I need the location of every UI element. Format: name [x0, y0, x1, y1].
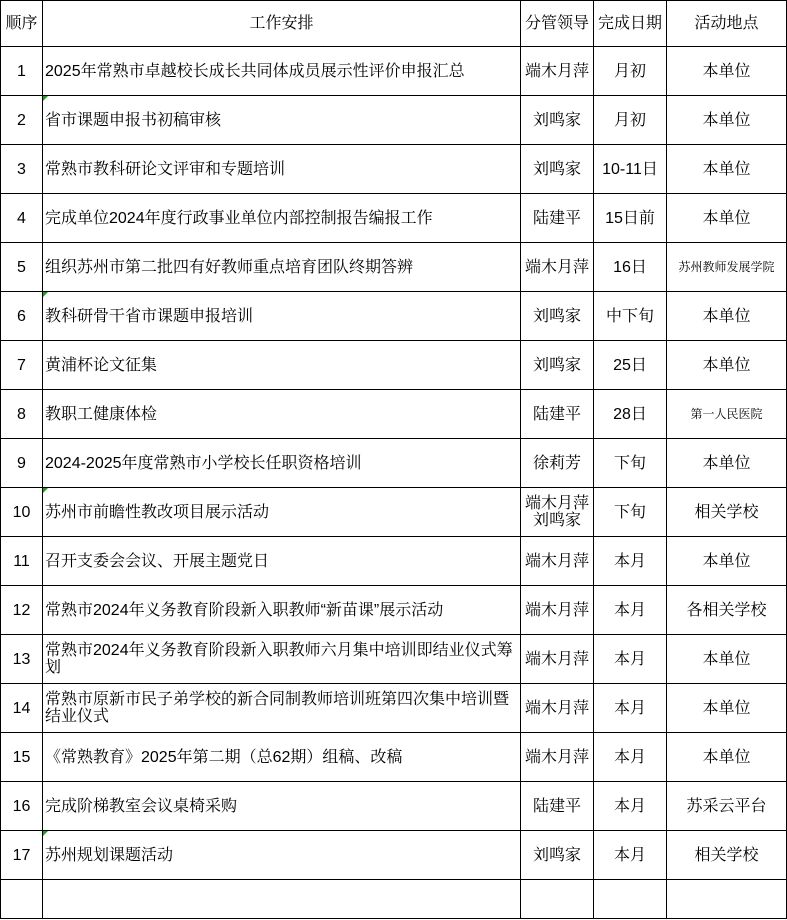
date-cell	[594, 439, 667, 488]
date-text: 25日	[613, 356, 647, 374]
task-cell	[43, 586, 521, 635]
place-text: 第一人民医院	[690, 406, 763, 421]
seq-number: 5	[17, 258, 26, 276]
header-leader	[521, 1, 594, 47]
date-text: 本月	[613, 797, 646, 815]
leader-cell	[521, 390, 594, 439]
seq-cell	[1, 782, 43, 831]
leader-cell	[521, 292, 594, 341]
empty-cell	[43, 880, 521, 919]
leader-cell	[521, 194, 594, 243]
date-cell	[594, 537, 667, 586]
date-cell	[594, 145, 667, 194]
leader-name: 刘鸣家	[532, 160, 581, 178]
place-cell	[667, 635, 787, 684]
task-text: 完成单位2024年度行政事业单位内部控制报告编报工作	[45, 209, 433, 227]
leader-cell	[521, 145, 594, 194]
header-leader-label: 分管领导	[524, 15, 589, 32]
date-cell	[594, 194, 667, 243]
place-text: 本单位	[702, 111, 751, 129]
task-cell	[43, 439, 521, 488]
date-text: 下旬	[613, 454, 646, 472]
seq-number: 13	[12, 650, 31, 668]
date-text: 本月	[613, 601, 646, 619]
place-text: 本单位	[702, 62, 751, 80]
seq-cell	[1, 831, 43, 880]
task-text: 苏州规划课题活动	[45, 846, 174, 864]
leader-cell	[521, 586, 594, 635]
leader-cell	[521, 243, 594, 292]
task-text: 召开支委会会议、开展主题党日	[45, 552, 270, 570]
task-text: 常熟市2024年义务教育阶段新入职教师“新苗课”展示活动	[45, 601, 444, 619]
cell-marker-icon	[43, 488, 48, 493]
place-text: 苏采云平台	[686, 797, 767, 815]
task-cell	[43, 292, 521, 341]
place-text: 本单位	[702, 160, 751, 178]
header-date	[594, 1, 667, 47]
task-text: 黄浦杯论文征集	[45, 356, 158, 374]
leader-name: 端木月萍	[524, 601, 589, 619]
seq-cell	[1, 145, 43, 194]
date-cell	[594, 292, 667, 341]
leader-name: 陆建平	[532, 797, 581, 815]
date-text: 本月	[613, 650, 646, 668]
leader-cell	[521, 47, 594, 96]
header-date-label: 完成日期	[597, 15, 662, 32]
task-text: 《常熟教育》2025年第二期（总62期）组稿、改稿	[45, 748, 403, 766]
date-cell	[594, 390, 667, 439]
place-cell	[667, 292, 787, 341]
leader-name: 刘鸣家	[532, 307, 581, 325]
seq-number: 16	[12, 797, 31, 815]
place-cell	[667, 537, 787, 586]
empty-cell	[1, 880, 43, 919]
place-cell	[667, 488, 787, 537]
task-cell	[43, 47, 521, 96]
leader-name: 端木月萍	[524, 552, 589, 570]
leader-cell	[521, 439, 594, 488]
place-text: 各相关学校	[686, 601, 767, 619]
leader-name: 刘鸣家	[532, 356, 581, 374]
date-cell	[594, 96, 667, 145]
header-seq-label: 顺序	[5, 15, 38, 32]
seq-number: 3	[17, 160, 26, 178]
header-place-label: 活动地点	[694, 15, 759, 32]
seq-number: 12	[12, 601, 31, 619]
leader-name: 端木月萍	[524, 495, 589, 512]
seq-cell	[1, 537, 43, 586]
task-text: 教科研骨干省市课题申报培训	[45, 307, 254, 325]
cell-marker-icon	[43, 831, 48, 836]
place-text: 本单位	[702, 552, 751, 570]
leader-cell	[521, 635, 594, 684]
leader-name: 刘鸣家	[532, 846, 581, 864]
task-text: 省市课题申报书初稿审核	[45, 111, 222, 129]
date-cell	[594, 586, 667, 635]
task-cell	[43, 243, 521, 292]
date-text: 下旬	[613, 503, 646, 521]
seq-cell	[1, 243, 43, 292]
task-cell	[43, 194, 521, 243]
cell-marker-icon	[43, 292, 48, 297]
task-cell	[43, 96, 521, 145]
leader-cell	[521, 684, 594, 733]
place-cell	[667, 586, 787, 635]
leader-cell	[521, 733, 594, 782]
leader-name: 刘鸣家	[532, 111, 581, 129]
task-cell	[43, 831, 521, 880]
leader-name: 刘鸣家	[532, 512, 581, 529]
place-cell	[667, 341, 787, 390]
seq-number: 7	[17, 356, 26, 374]
place-cell	[667, 390, 787, 439]
date-text: 28日	[613, 405, 647, 423]
seq-cell	[1, 194, 43, 243]
seq-cell	[1, 292, 43, 341]
date-text: 中下旬	[605, 307, 654, 325]
task-text: 常熟市教科研论文评审和专题培训	[45, 160, 286, 178]
leader-name: 端木月萍	[524, 258, 589, 276]
header-task-label: 工作安排	[249, 15, 314, 32]
seq-cell	[1, 586, 43, 635]
date-cell	[594, 733, 667, 782]
place-cell	[667, 243, 787, 292]
seq-number: 11	[13, 552, 30, 570]
date-cell	[594, 782, 667, 831]
empty-cell	[667, 880, 787, 919]
seq-number: 2	[17, 111, 26, 129]
task-cell	[43, 341, 521, 390]
leader-cell	[521, 537, 594, 586]
date-text: 本月	[613, 846, 646, 864]
seq-number: 4	[17, 209, 26, 227]
task-cell	[43, 145, 521, 194]
task-text: 组织苏州市第二批四有好教师重点培育团队终期答辨	[45, 258, 414, 276]
date-cell	[594, 341, 667, 390]
date-text: 15日前	[605, 209, 655, 227]
leader-cell	[521, 341, 594, 390]
date-cell	[594, 635, 667, 684]
seq-cell	[1, 635, 43, 684]
seq-number: 8	[17, 405, 26, 423]
place-cell	[667, 47, 787, 96]
seq-number: 14	[12, 699, 31, 717]
date-text: 月初	[613, 111, 646, 129]
leader-name: 端木月萍	[524, 699, 589, 717]
task-text: 教职工健康体检	[45, 405, 158, 423]
seq-number: 10	[12, 503, 31, 521]
date-text: 本月	[613, 552, 646, 570]
seq-number: 1	[17, 62, 26, 80]
task-text: 2024-2025年度常熟市小学校长任职资格培训	[45, 454, 362, 472]
place-cell	[667, 684, 787, 733]
date-text: 本月	[613, 748, 646, 766]
leader-cell	[521, 96, 594, 145]
leader-name: 端木月萍	[524, 748, 589, 766]
place-text: 本单位	[702, 209, 751, 227]
task-cell	[43, 733, 521, 782]
place-text: 本单位	[702, 307, 751, 325]
place-text: 本单位	[702, 650, 751, 668]
task-text: 苏州市前瞻性教改项目展示活动	[45, 503, 270, 521]
place-cell	[667, 831, 787, 880]
place-cell	[667, 733, 787, 782]
date-cell	[594, 488, 667, 537]
seq-number: 17	[12, 846, 31, 864]
place-text: 相关学校	[694, 503, 759, 521]
seq-cell	[1, 733, 43, 782]
place-text: 本单位	[702, 454, 751, 472]
seq-number: 6	[17, 307, 26, 325]
date-cell	[594, 684, 667, 733]
place-text: 本单位	[702, 699, 751, 717]
date-text: 月初	[613, 62, 646, 80]
header-seq	[1, 1, 43, 47]
leader-name: 端木月萍	[524, 650, 589, 668]
leader-name: 陆建平	[532, 209, 581, 227]
place-cell	[667, 145, 787, 194]
date-text: 16日	[613, 258, 647, 276]
seq-cell	[1, 341, 43, 390]
empty-cell	[521, 880, 594, 919]
place-cell	[667, 782, 787, 831]
place-text: 本单位	[702, 356, 751, 374]
date-text: 本月	[613, 699, 646, 717]
task-cell	[43, 390, 521, 439]
header-task	[43, 1, 521, 47]
header-place	[667, 1, 787, 47]
place-text: 本单位	[702, 748, 751, 766]
seq-cell	[1, 684, 43, 733]
leader-cell	[521, 488, 594, 537]
place-cell	[667, 439, 787, 488]
date-cell	[594, 47, 667, 96]
task-text: 常熟市2024年义务教育阶段新入职教师六月集中培训即结业仪式筹划	[45, 642, 513, 676]
task-cell	[43, 488, 521, 537]
leader-name: 端木月萍	[524, 62, 589, 80]
seq-number: 9	[17, 454, 26, 472]
seq-number: 15	[12, 748, 31, 766]
empty-cell	[594, 880, 667, 919]
date-cell	[594, 831, 667, 880]
place-cell	[667, 96, 787, 145]
leader-name: 徐莉芳	[532, 454, 581, 472]
leader-cell	[521, 782, 594, 831]
task-cell	[43, 635, 521, 684]
task-cell	[43, 537, 521, 586]
task-text: 2025年常熟市卓越校长成长共同体成员展示性评价申报汇总	[45, 62, 465, 80]
task-text: 常熟市原新市民子弟学校的新合同制教师培训班第四次集中培训暨结业仪式	[45, 691, 510, 725]
seq-cell	[1, 47, 43, 96]
place-text: 相关学校	[694, 846, 759, 864]
place-text: 苏州教师发展学院	[678, 259, 775, 274]
seq-cell	[1, 488, 43, 537]
leader-cell	[521, 831, 594, 880]
task-cell	[43, 684, 521, 733]
date-text: 10-11日	[602, 160, 658, 178]
seq-cell	[1, 390, 43, 439]
leader-name: 陆建平	[532, 405, 581, 423]
task-text: 完成阶梯教室会议桌椅采购	[45, 797, 238, 815]
place-cell	[667, 194, 787, 243]
seq-cell	[1, 439, 43, 488]
date-cell	[594, 243, 667, 292]
cell-marker-icon	[43, 96, 48, 101]
task-cell	[43, 782, 521, 831]
seq-cell	[1, 96, 43, 145]
